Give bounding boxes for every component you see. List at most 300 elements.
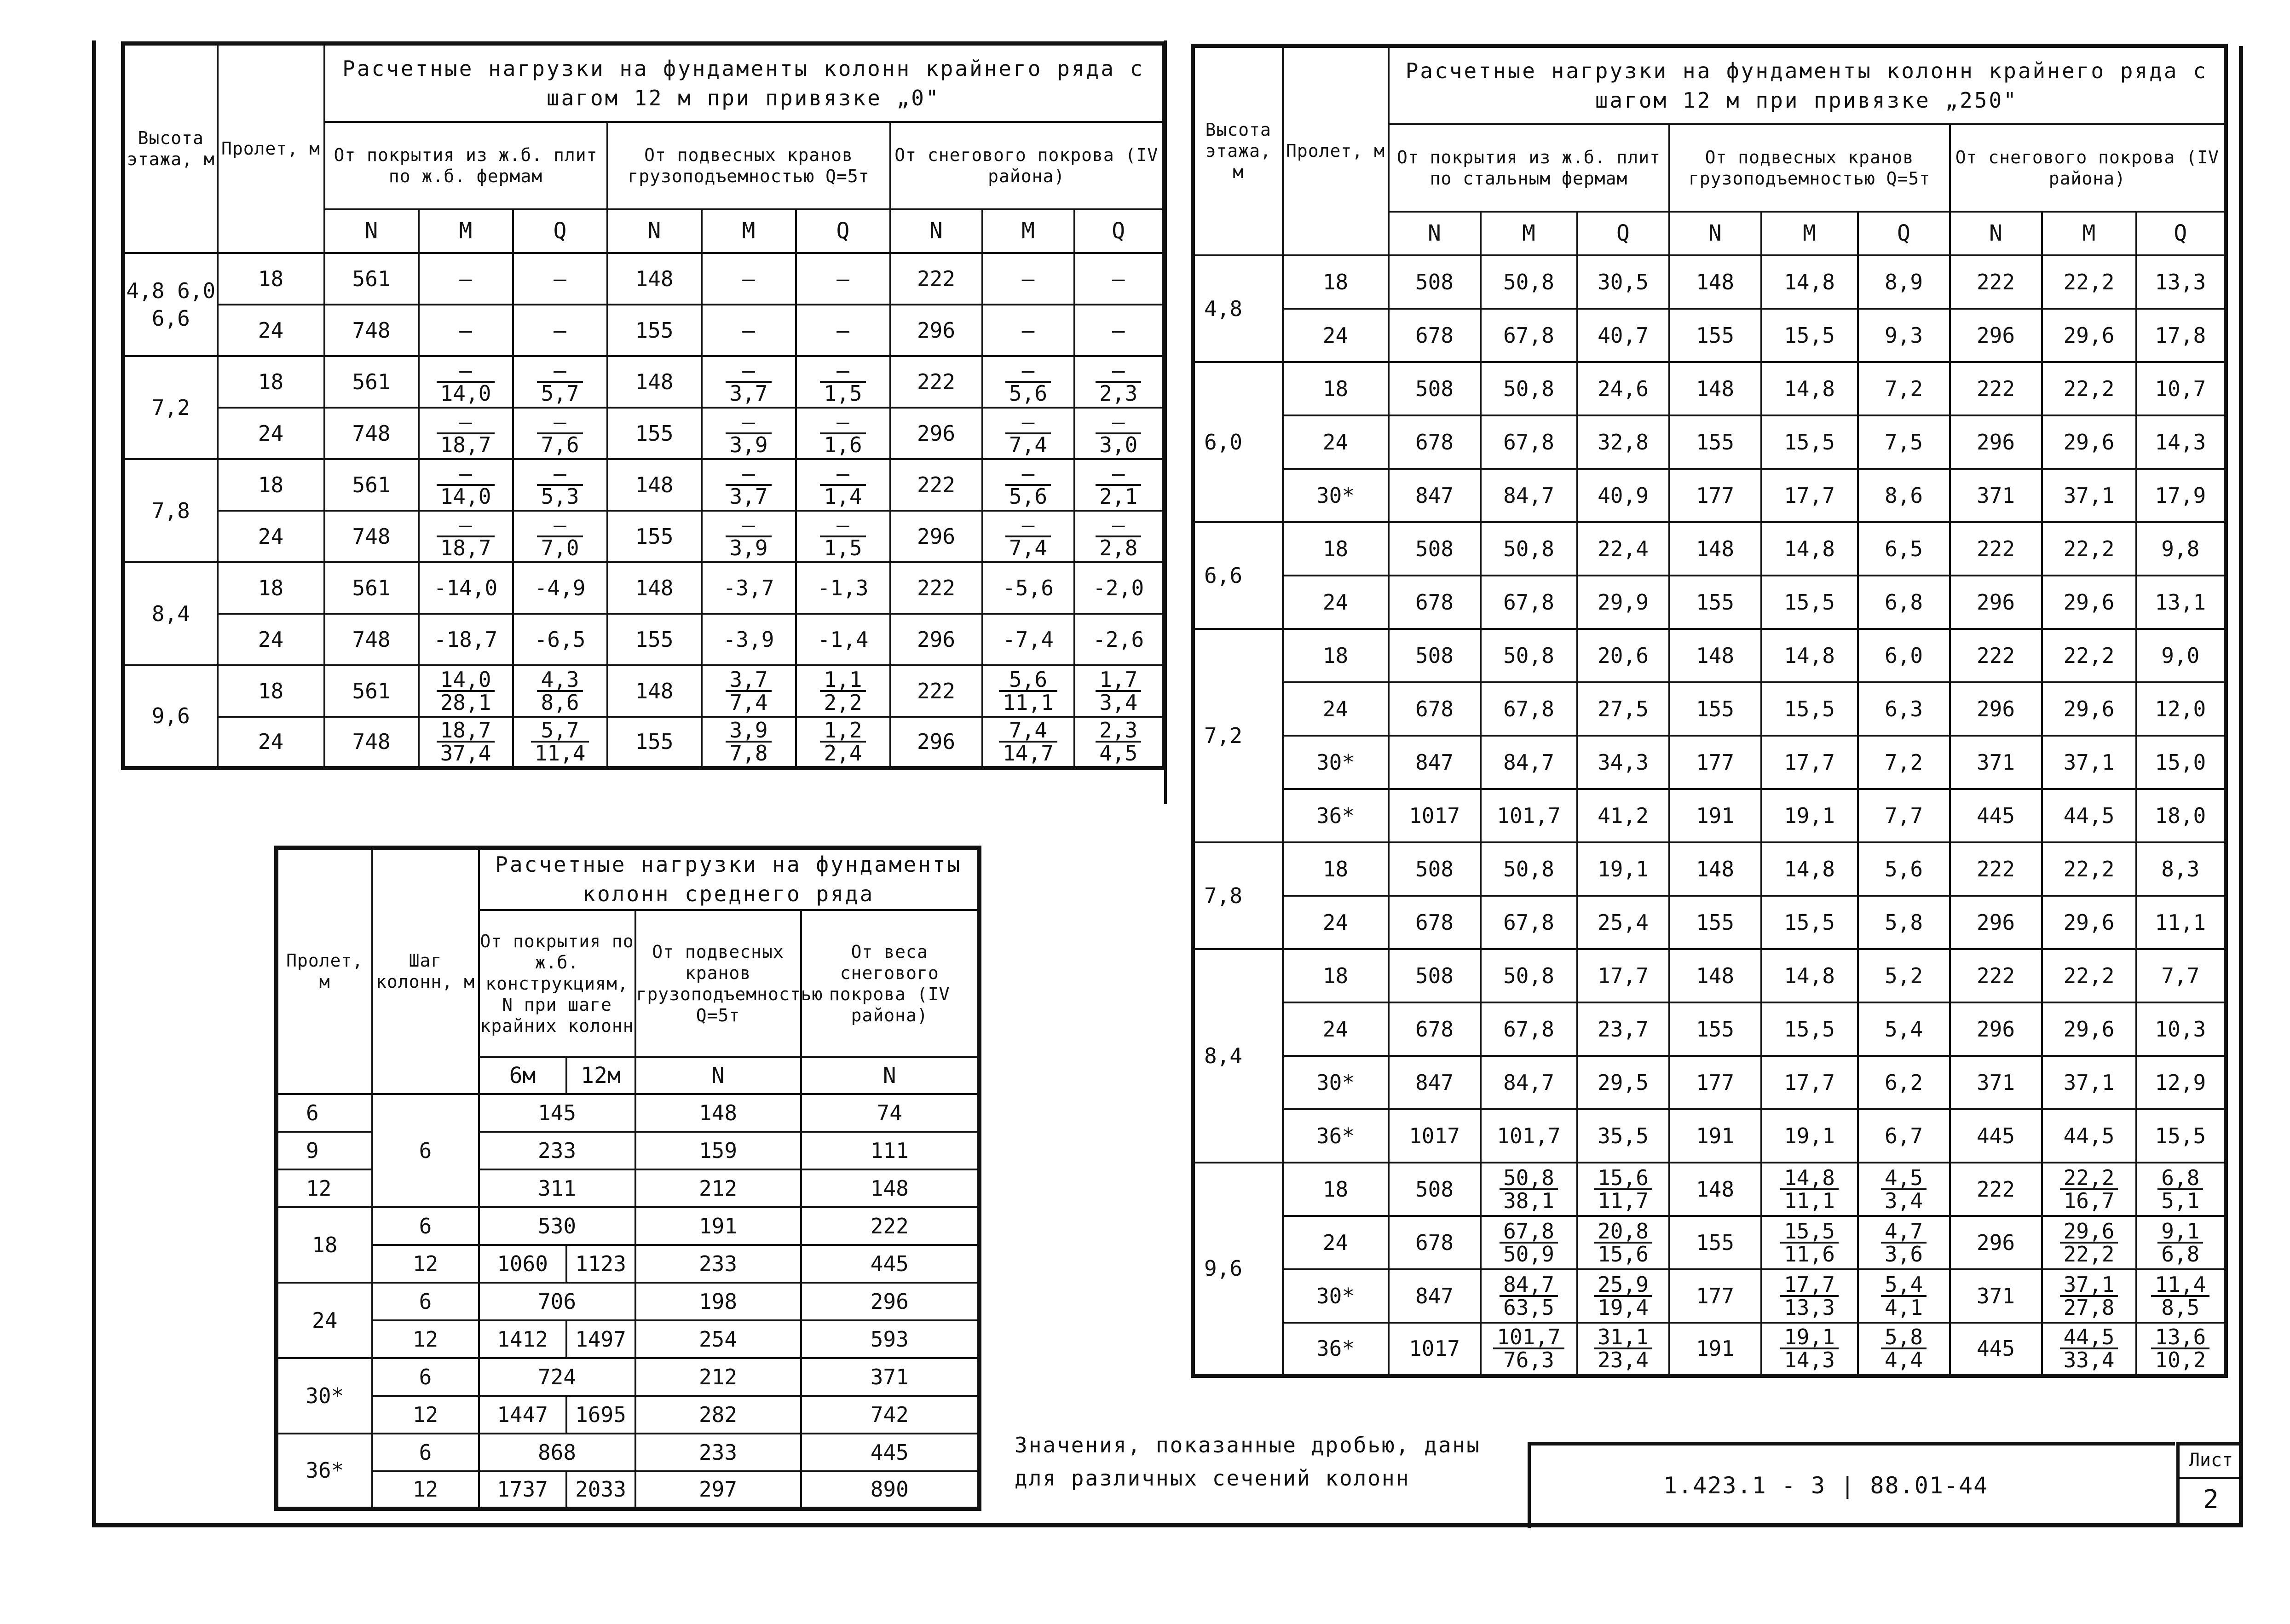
value-cell: 17,7	[1577, 949, 1669, 1002]
fraction-bottom: 18,7	[440, 535, 491, 560]
table-row	[1193, 629, 2226, 682]
span-cell: 24	[1283, 896, 1389, 949]
value-cell: -7,4	[982, 614, 1074, 665]
value-cell: 445	[1950, 789, 2042, 842]
value-cell: 191	[1669, 1109, 1761, 1163]
value-cell: 212	[635, 1358, 801, 1396]
value-cell: 222	[1950, 949, 2042, 1002]
group-header-snow: От снегового покрова (IV района)	[890, 122, 1164, 209]
fraction	[1096, 411, 1141, 455]
value-cell: 101,7	[1481, 789, 1577, 842]
value-cell	[702, 665, 796, 717]
sub-header-q: Q	[513, 209, 607, 253]
fraction-top: 4,3	[537, 669, 583, 692]
fraction-top: 14,8	[1780, 1167, 1839, 1190]
sub-header-n: N	[1389, 212, 1481, 255]
value-cell: 6,3	[1858, 682, 1950, 736]
fraction	[1780, 1167, 1839, 1211]
fraction-bottom: 1,6	[824, 432, 862, 457]
value-cell: 148	[607, 665, 702, 717]
value-cell: 67,8	[1481, 896, 1577, 949]
value-cell	[2042, 1163, 2136, 1216]
fraction	[1096, 357, 1141, 406]
value-cell: 5,8	[1858, 896, 1950, 949]
fraction	[1881, 1167, 1927, 1211]
fraction-bottom: 37,4	[440, 741, 491, 766]
value-cell	[982, 356, 1074, 408]
step-cell: 12	[372, 1245, 479, 1283]
fraction	[1500, 1167, 1558, 1211]
fraction-top: —	[1005, 360, 1051, 383]
value-cell: 155	[607, 614, 702, 665]
fraction-bottom: 8,5	[2161, 1295, 2200, 1320]
fraction	[2060, 1274, 2118, 1318]
value-cell	[702, 459, 796, 511]
table-row	[1193, 682, 2226, 736]
value-cell: 155	[1669, 1216, 1761, 1269]
value-cell: 29,6	[2042, 415, 2136, 469]
value-cell: 222	[1950, 522, 2042, 576]
value-cell: 29,6	[2042, 1002, 2136, 1056]
fraction-bottom: 8,6	[541, 690, 579, 715]
value-cell: 155	[607, 305, 702, 356]
value-cell: 37,1	[2042, 1056, 2136, 1109]
fraction-bottom: 33,4	[2063, 1348, 2115, 1373]
height-cell: 8,4	[1193, 949, 1283, 1163]
value-cell: 222	[1950, 1163, 2042, 1216]
value-cell: 222	[890, 562, 982, 614]
fraction-bottom: 23,4	[1598, 1348, 1649, 1373]
fraction	[820, 669, 865, 713]
value-cell	[2042, 1323, 2136, 1376]
fraction-bottom: 76,3	[1503, 1348, 1554, 1373]
value-cell: 233	[635, 1245, 801, 1283]
span-cell: 18	[218, 253, 324, 305]
value-cell: 22,2	[2042, 522, 2136, 576]
value-cell: 10,3	[2136, 1002, 2226, 1056]
fraction	[1594, 1274, 1652, 1318]
value-cell: —	[982, 253, 1074, 305]
value-cell: 111	[801, 1132, 980, 1169]
table-row	[1193, 1163, 2226, 1216]
value-cell: -18,7	[419, 614, 513, 665]
value-cell: 148	[607, 562, 702, 614]
value-cell: 2033	[566, 1471, 635, 1509]
value-cell: 7,2	[1858, 362, 1950, 415]
step-cell: 6	[372, 1207, 479, 1245]
value-cell: 678	[1389, 1002, 1481, 1056]
value-cell: 148	[1669, 1163, 1761, 1216]
fraction	[726, 411, 771, 455]
value-cell	[2042, 1269, 2136, 1323]
value-cell: 155	[1669, 1002, 1761, 1056]
value-cell: 890	[801, 1471, 980, 1509]
value-cell: 50,8	[1481, 522, 1577, 576]
value-cell: 222	[801, 1207, 980, 1245]
col-header-height: Высота этажа, м	[1193, 46, 1283, 255]
fraction	[1096, 514, 1141, 559]
fraction-bottom: 16,7	[2063, 1188, 2115, 1213]
value-cell	[513, 459, 607, 511]
fraction-bottom: 11,7	[1598, 1188, 1649, 1213]
span-cell: 24	[1283, 309, 1389, 362]
span-cell: 24	[1283, 682, 1389, 736]
fraction-top: 3,7	[726, 669, 771, 692]
fraction	[437, 411, 495, 455]
value-cell: 17,8	[2136, 309, 2226, 362]
fraction-top: 5,6	[999, 669, 1057, 692]
value-cell: 13,1	[2136, 576, 2226, 629]
span-cell: 18	[1283, 949, 1389, 1002]
value-cell: 177	[1669, 736, 1761, 789]
value-cell	[1074, 717, 1164, 768]
value-cell: 445	[801, 1245, 980, 1283]
value-cell	[419, 717, 513, 768]
fraction-top: —	[537, 514, 583, 537]
value-cell: 7,7	[2136, 949, 2226, 1002]
fraction-top: —	[1096, 463, 1141, 486]
value-cell: 17,7	[1761, 469, 1858, 522]
step-cell: 6	[372, 1434, 479, 1471]
value-cell: 1017	[1389, 1109, 1481, 1163]
fraction-top: —	[820, 360, 865, 383]
value-cell: 50,8	[1481, 255, 1577, 309]
fraction-bottom: 2,2	[824, 690, 862, 715]
span-cell: 18	[218, 459, 324, 511]
fraction-top: 18,7	[437, 720, 495, 743]
value-cell	[419, 511, 513, 562]
value-cell: -4,9	[513, 562, 607, 614]
value-cell: 748	[324, 614, 419, 665]
sub-header-q: Q	[2136, 212, 2226, 255]
fraction-bottom: 5,1	[2161, 1188, 2200, 1213]
middle-load-table	[274, 846, 981, 1511]
span-cell: 36*	[277, 1434, 372, 1509]
value-cell	[796, 511, 890, 562]
fraction	[726, 357, 771, 406]
value-cell: 296	[1950, 415, 2042, 469]
fraction	[1005, 411, 1051, 455]
fraction-bottom: 3,4	[1884, 1188, 1923, 1213]
sheet-label: Лист	[2176, 1442, 2242, 1479]
table-row	[1193, 789, 2226, 842]
fraction	[820, 463, 865, 507]
col-header-span: Пролет, м	[1283, 46, 1389, 255]
value-cell: 593	[801, 1320, 980, 1358]
fraction-bottom: 2,3	[1099, 380, 1138, 406]
fraction-bottom: 38,1	[1503, 1188, 1554, 1213]
fraction	[820, 411, 865, 455]
fraction-bottom: 14,0	[440, 484, 491, 509]
value-cell: —	[702, 305, 796, 356]
value-cell	[419, 356, 513, 408]
value-cell	[1858, 1216, 1950, 1269]
table-row	[277, 1396, 980, 1434]
table-row	[123, 459, 1164, 511]
value-cell: 847	[1389, 1056, 1481, 1109]
fraction-bottom: 4,4	[1884, 1348, 1923, 1373]
value-cell: 159	[635, 1132, 801, 1169]
value-cell: 37,1	[2042, 736, 2136, 789]
table-row	[123, 614, 1164, 665]
sub-header-n: N	[801, 1057, 980, 1094]
fraction-top: 1,1	[820, 669, 865, 692]
value-cell: 12,9	[2136, 1056, 2226, 1109]
fraction-top: 6,8	[2157, 1167, 2203, 1190]
value-cell: 5,4	[1858, 1002, 1950, 1056]
fraction-bottom: 4,5	[1099, 741, 1138, 766]
value-cell: 371	[1950, 736, 2042, 789]
value-cell: 222	[890, 665, 982, 717]
sub-header-q: Q	[1858, 212, 1950, 255]
value-cell	[2136, 1323, 2226, 1376]
value-cell: 29,6	[2042, 896, 2136, 949]
fraction	[2060, 1326, 2118, 1371]
value-cell: 296	[890, 614, 982, 665]
value-cell	[982, 408, 1074, 459]
value-cell: 1412	[479, 1320, 566, 1358]
value-cell: 37,1	[2042, 469, 2136, 522]
sub-header-m: M	[2042, 212, 2136, 255]
sub-header-m: M	[1761, 212, 1858, 255]
value-cell: 296	[1950, 682, 2042, 736]
fraction	[537, 411, 583, 455]
value-cell: 296	[1950, 576, 2042, 629]
value-cell	[796, 408, 890, 459]
value-cell: 14,8	[1761, 255, 1858, 309]
value-cell: 1017	[1389, 789, 1481, 842]
value-cell: 748	[324, 717, 419, 768]
span-cell: 24	[1283, 1002, 1389, 1056]
value-cell: 22,2	[2042, 842, 2136, 896]
fraction	[437, 514, 495, 559]
col-header-height: Высота этажа, м	[123, 44, 218, 253]
value-cell	[1074, 511, 1164, 562]
span-cell: 18	[1283, 842, 1389, 896]
fraction	[1881, 1274, 1927, 1318]
table-row	[277, 1320, 980, 1358]
value-cell: 6,0	[1858, 629, 1950, 682]
value-cell	[796, 665, 890, 717]
fraction-top: 22,2	[2060, 1167, 2118, 1190]
fraction	[999, 669, 1057, 713]
value-cell: 67,8	[1481, 1002, 1577, 1056]
value-cell	[796, 717, 890, 768]
fraction-bottom: 50,9	[1503, 1241, 1554, 1267]
value-cell: 155	[607, 717, 702, 768]
value-cell: -3,7	[702, 562, 796, 614]
value-cell: 508	[1389, 255, 1481, 309]
fraction	[999, 720, 1057, 764]
value-cell	[702, 408, 796, 459]
fraction-top: 1,2	[820, 720, 865, 743]
table-row	[1193, 1002, 2226, 1056]
fraction-bottom: 13,3	[1784, 1295, 1835, 1320]
fraction	[1594, 1326, 1652, 1371]
value-cell: 84,7	[1481, 1056, 1577, 1109]
span-cell: 18	[218, 356, 324, 408]
fraction-bottom: 7,4	[1009, 535, 1048, 560]
value-cell: 254	[635, 1320, 801, 1358]
value-cell: 148	[607, 356, 702, 408]
col-header-span: Пролет, м	[277, 848, 372, 1094]
span-cell: 18	[1283, 522, 1389, 576]
fraction	[437, 669, 495, 713]
value-cell: 508	[1389, 629, 1481, 682]
value-cell: 29,6	[2042, 682, 2136, 736]
value-cell: 155	[1669, 576, 1761, 629]
value-cell: 155	[607, 408, 702, 459]
value-cell: 222	[1950, 255, 2042, 309]
fraction-bottom: 3,9	[729, 432, 768, 457]
value-cell: 20,6	[1577, 629, 1669, 682]
value-cell: 14,8	[1761, 949, 1858, 1002]
span-cell: 6	[277, 1094, 372, 1132]
fraction-top: 1,7	[1096, 669, 1141, 692]
height-cell: 9,6	[123, 665, 218, 768]
fraction-top: 37,1	[2060, 1274, 2118, 1297]
height-cell: 6,0	[1193, 362, 1283, 522]
value-cell: 34,3	[1577, 736, 1669, 789]
sub-header-n: N	[890, 209, 982, 253]
value-cell	[1858, 1163, 1950, 1216]
value-cell	[2136, 1163, 2226, 1216]
step-cell: 6	[372, 1283, 479, 1320]
value-cell: 1447	[479, 1396, 566, 1434]
span-cell: 24	[218, 614, 324, 665]
value-cell: 30,5	[1577, 255, 1669, 309]
value-cell: 19,1	[1761, 789, 1858, 842]
value-cell: —	[702, 253, 796, 305]
table-row	[1193, 1323, 2226, 1376]
fraction	[537, 514, 583, 559]
value-cell: 222	[890, 459, 982, 511]
fraction-top: 84,7	[1500, 1274, 1558, 1297]
fraction-bottom: 3,7	[729, 380, 768, 406]
value-cell: 371	[801, 1358, 980, 1396]
value-cell: 296	[1950, 1216, 2042, 1269]
fraction-bottom: 15,6	[1598, 1241, 1649, 1267]
value-cell: -2,6	[1074, 614, 1164, 665]
value-cell: 12,0	[2136, 682, 2226, 736]
value-cell: 222	[1950, 842, 2042, 896]
value-cell: 678	[1389, 896, 1481, 949]
value-cell: 15,5	[1761, 1002, 1858, 1056]
table-row	[1193, 255, 2226, 309]
value-cell: —	[796, 253, 890, 305]
value-cell	[419, 408, 513, 459]
table-row	[277, 1094, 980, 1132]
document-code: 1.423.1 - 3 | 88.01-44	[1663, 1472, 1989, 1499]
span-cell: 18	[1283, 255, 1389, 309]
value-cell: 14,8	[1761, 362, 1858, 415]
col-header-span: Пролет, м	[218, 44, 324, 253]
value-cell: 296	[1950, 1002, 2042, 1056]
fraction-top: —	[1096, 411, 1141, 434]
span-cell: 24	[1283, 415, 1389, 469]
fraction-bottom: 3,6	[1884, 1241, 1923, 1267]
value-cell: —	[513, 305, 607, 356]
value-cell: 1060	[479, 1245, 566, 1283]
value-cell: 847	[1389, 1269, 1481, 1323]
value-cell: 561	[324, 356, 419, 408]
value-cell: 84,7	[1481, 469, 1577, 522]
height-cell: 8,4	[123, 562, 218, 665]
fraction	[531, 720, 589, 764]
value-cell: 868	[479, 1434, 635, 1471]
table-row	[123, 717, 1164, 768]
height-cell: 7,8	[123, 459, 218, 562]
value-cell: —	[419, 253, 513, 305]
value-cell: -1,4	[796, 614, 890, 665]
fraction	[1005, 463, 1051, 507]
value-cell	[1858, 1269, 1950, 1323]
sub-header-12m: 12м	[566, 1057, 635, 1094]
value-cell	[982, 717, 1074, 768]
fraction	[1005, 514, 1051, 559]
value-cell: 508	[1389, 362, 1481, 415]
value-cell: 706	[479, 1283, 635, 1320]
value-cell: 371	[1950, 1269, 2042, 1323]
value-cell: —	[513, 253, 607, 305]
fraction-top: 44,5	[2060, 1326, 2118, 1349]
fraction-top: —	[1005, 463, 1051, 486]
value-cell: 155	[1669, 415, 1761, 469]
value-cell: 748	[324, 511, 419, 562]
value-cell: 198	[635, 1283, 801, 1320]
value-cell: 371	[1950, 469, 2042, 522]
fraction-top: 15,6	[1594, 1167, 1652, 1190]
fraction	[1780, 1218, 1839, 1267]
value-cell: 50,8	[1481, 362, 1577, 415]
value-cell	[513, 408, 607, 459]
value-cell: 15,0	[2136, 736, 2226, 789]
value-cell	[1074, 356, 1164, 408]
value-cell: 7,5	[1858, 415, 1950, 469]
fraction-top: 20,8	[1594, 1221, 1652, 1244]
fraction-bottom: 27,8	[2063, 1295, 2115, 1320]
value-cell: 282	[635, 1396, 801, 1434]
fraction-bottom: 7,8	[729, 741, 768, 766]
value-cell: -2,0	[1074, 562, 1164, 614]
fraction-bottom: 7,4	[729, 690, 768, 715]
value-cell	[982, 511, 1074, 562]
value-cell: 508	[1389, 1163, 1481, 1216]
value-cell	[1761, 1269, 1858, 1323]
span-cell: 18	[1283, 629, 1389, 682]
sub-header-m: M	[1481, 212, 1577, 255]
value-cell: 678	[1389, 1216, 1481, 1269]
fraction	[1780, 1274, 1839, 1318]
fraction-bottom: 10,2	[2155, 1348, 2206, 1373]
value-cell: 40,9	[1577, 469, 1669, 522]
value-cell: 748	[324, 408, 419, 459]
fraction-bottom: 11,1	[1784, 1188, 1835, 1213]
fraction-top: —	[1005, 411, 1051, 434]
value-cell	[982, 459, 1074, 511]
sub-header-n: N	[324, 209, 419, 253]
value-cell	[1481, 1216, 1577, 1269]
value-cell: 5,6	[1858, 842, 1950, 896]
fraction-top: —	[437, 514, 495, 537]
value-cell: 1123	[566, 1245, 635, 1283]
fraction	[437, 463, 495, 507]
fraction-top: 5,8	[1881, 1326, 1927, 1349]
value-cell: —	[419, 305, 513, 356]
value-cell: 8,3	[2136, 842, 2226, 896]
value-cell: 177	[1669, 1056, 1761, 1109]
value-cell: 29,5	[1577, 1056, 1669, 1109]
